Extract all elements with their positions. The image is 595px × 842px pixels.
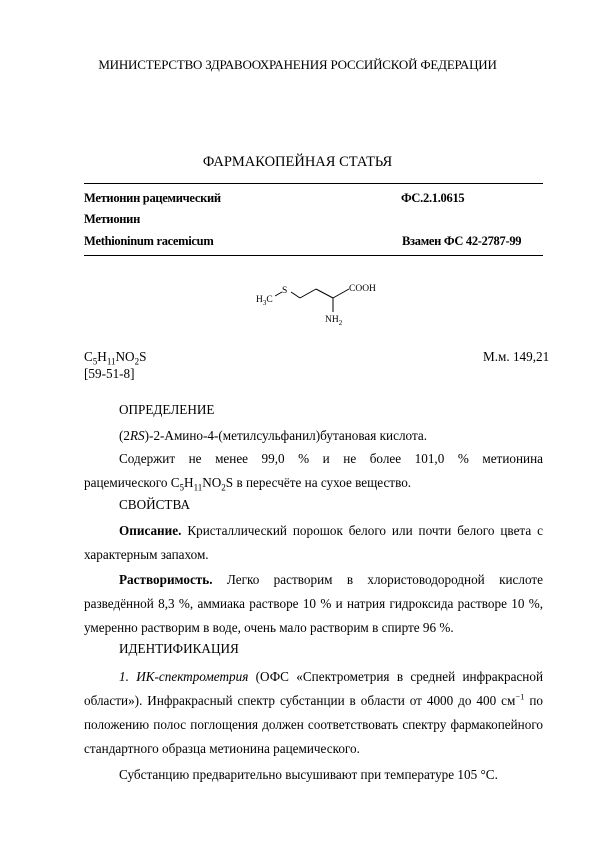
name-lat: Methioninum racemicum: [84, 234, 214, 248]
solubility-paragraph: Растворимость. Легко растворим в хлористоводородной кислоте разведённой 8,3 %, аммиака растворе 10 % и натрия гидроксида растворе 10 %, умеренно растворим в воде, очень мало растворим в спирте 96 %.: [84, 572, 543, 635]
replaces-doc: Взамен ФС 42-2787-99: [402, 234, 522, 248]
name-ru: Метионин: [84, 212, 140, 226]
name-ru-racemic: Метионин рацемический: [84, 191, 221, 205]
structural-formula: [245, 275, 425, 345]
carboxyl-label: COOH: [349, 284, 376, 294]
description-paragraph: Описание. Кристаллический порошок белого или почти белого цвета с характерным запахом.: [84, 523, 543, 562]
content-line-2: рацемического $C_5H_{11}NO_2S$ в пересчёте на сухое вещество.: [84, 475, 412, 493]
top-rule: [84, 183, 543, 184]
ministry-heading: МИНИСТЕРСТВО ЗДРАВООХРАНЕНИЯ РОССИЙСКОЙ ФЕДЕРАЦИИ: [98, 57, 497, 72]
cas-number: [59-51-8]: [84, 366, 135, 381]
section-properties: СВОЙСТВА: [119, 497, 190, 512]
sulfur-label: S: [282, 286, 288, 296]
ir-paragraph: 1. ИК-спектрометрия (ОФС «Спектрометрия в средней инфракрасной области»). Инфракрасный спектр субстанции в области от 4000 до 400 $см^{-1}$ по положению полос поглощения должен соответствовать спектру фармакопейного стандартного образца метионина рацемического.: [84, 669, 544, 756]
bottom-rule: [84, 255, 543, 256]
amino-label: $NH_2$: [325, 315, 343, 327]
section-identification: ИДЕНТИФИКАЦИЯ: [119, 641, 239, 656]
document-title: ФАРМАКОПЕЙНАЯ СТАТЬЯ: [202, 154, 393, 170]
drying-note: Субстанцию предварительно высушивают при температуре 105 °С.: [119, 767, 498, 782]
section-definition: ОПРЕДЕЛЕНИЕ: [119, 402, 215, 417]
chemical-name: (2RS)-2-Амино-4-(метилсульфанил)бутановая кислота.: [119, 428, 428, 443]
doc-number: ФС.2.1.0615: [401, 191, 465, 205]
molecular-mass: М.м. 149,21: [483, 349, 550, 364]
content-line-1: Содержит не менее 99,0 % и не более 101,0 % метионина: [119, 451, 543, 466]
h3c-label: $H_3C$: [256, 295, 273, 307]
molecular-formula: $C_5H_{11}NO_2S$: [84, 349, 147, 367]
